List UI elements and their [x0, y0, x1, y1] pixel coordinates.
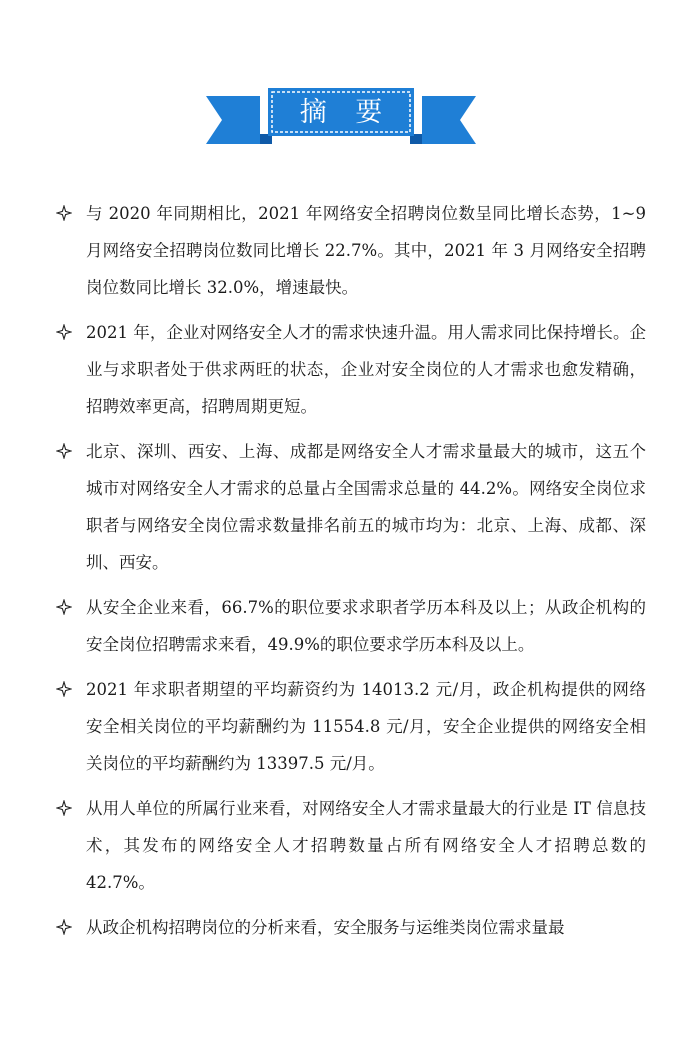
list-item: [56, 790, 646, 901]
four-point-star-outline-icon: [56, 324, 72, 340]
summary-list: [56, 195, 646, 954]
ribbon-right-tail: [422, 96, 476, 144]
four-point-star-outline-icon: [56, 599, 72, 615]
list-item-text: 从安全企业来看，66.7%的职位要求求职者学历本科及以上；从政企机构的安全岗位招聘需求来看，49.9%的职位要求学历本科及以上。: [86, 598, 646, 654]
list-item: [56, 433, 646, 581]
list-item-text: 从用人单位的所属行业来看，对网络安全人才需求量最大的行业是 IT 信息技术，其发布的网络安全人才招聘数量占所有网络安全人才招聘总数的 42.7%。: [86, 799, 646, 892]
ribbon-left-tail: [206, 96, 260, 144]
four-point-star-outline-icon: [56, 800, 72, 816]
page-title: 摘 要: [299, 97, 393, 128]
list-item-text: 从政企机构招聘岗位的分析来看，安全服务与运维类岗位需求量最: [86, 918, 565, 937]
list-item-text: 2021 年求职者期望的平均薪资约为 14013.2 元/月，政企机构提供的网络安全相关岗位的平均薪酬约为 11554.8 元/月，安全企业提供的网络安全相关岗位的平均薪酬约为 13397.5 元/月。: [86, 680, 646, 773]
four-point-star-outline-icon: [56, 681, 72, 697]
list-item: [56, 195, 646, 306]
list-item: [56, 589, 646, 663]
list-item: [56, 314, 646, 425]
four-point-star-outline-icon: [56, 205, 72, 221]
list-item: [56, 909, 646, 946]
four-point-star-outline-icon: [56, 919, 72, 935]
four-point-star-outline-icon: [56, 443, 72, 459]
list-item: [56, 671, 646, 782]
list-item-text: 2021 年，企业对网络安全人才的需求快速升温。用人需求同比保持增长。企业与求职者处于供求两旺的状态，企业对安全岗位的人才需求也愈发精确，招聘效率更高，招聘周期更短。: [86, 323, 646, 416]
title-banner: [206, 88, 476, 146]
list-item-text: 与 2020 年同期相比，2021 年网络安全招聘岗位数呈同比增长态势，1~9 月网络安全招聘岗位数同比增长 22.7%。其中，2021 年 3 月网络安全招聘岗位数同比增长 32.0%，增速最快。: [86, 204, 646, 297]
list-item-text: 北京、深圳、西安、上海、成都是网络安全人才需求量最大的城市，这五个城市对网络安全人才需求的总量占全国需求总量的 44.2%。网络安全岗位求职者与网络安全岗位需求数量排名前五的城市均为：北京、上海、成都、深圳、西安。: [86, 442, 646, 572]
